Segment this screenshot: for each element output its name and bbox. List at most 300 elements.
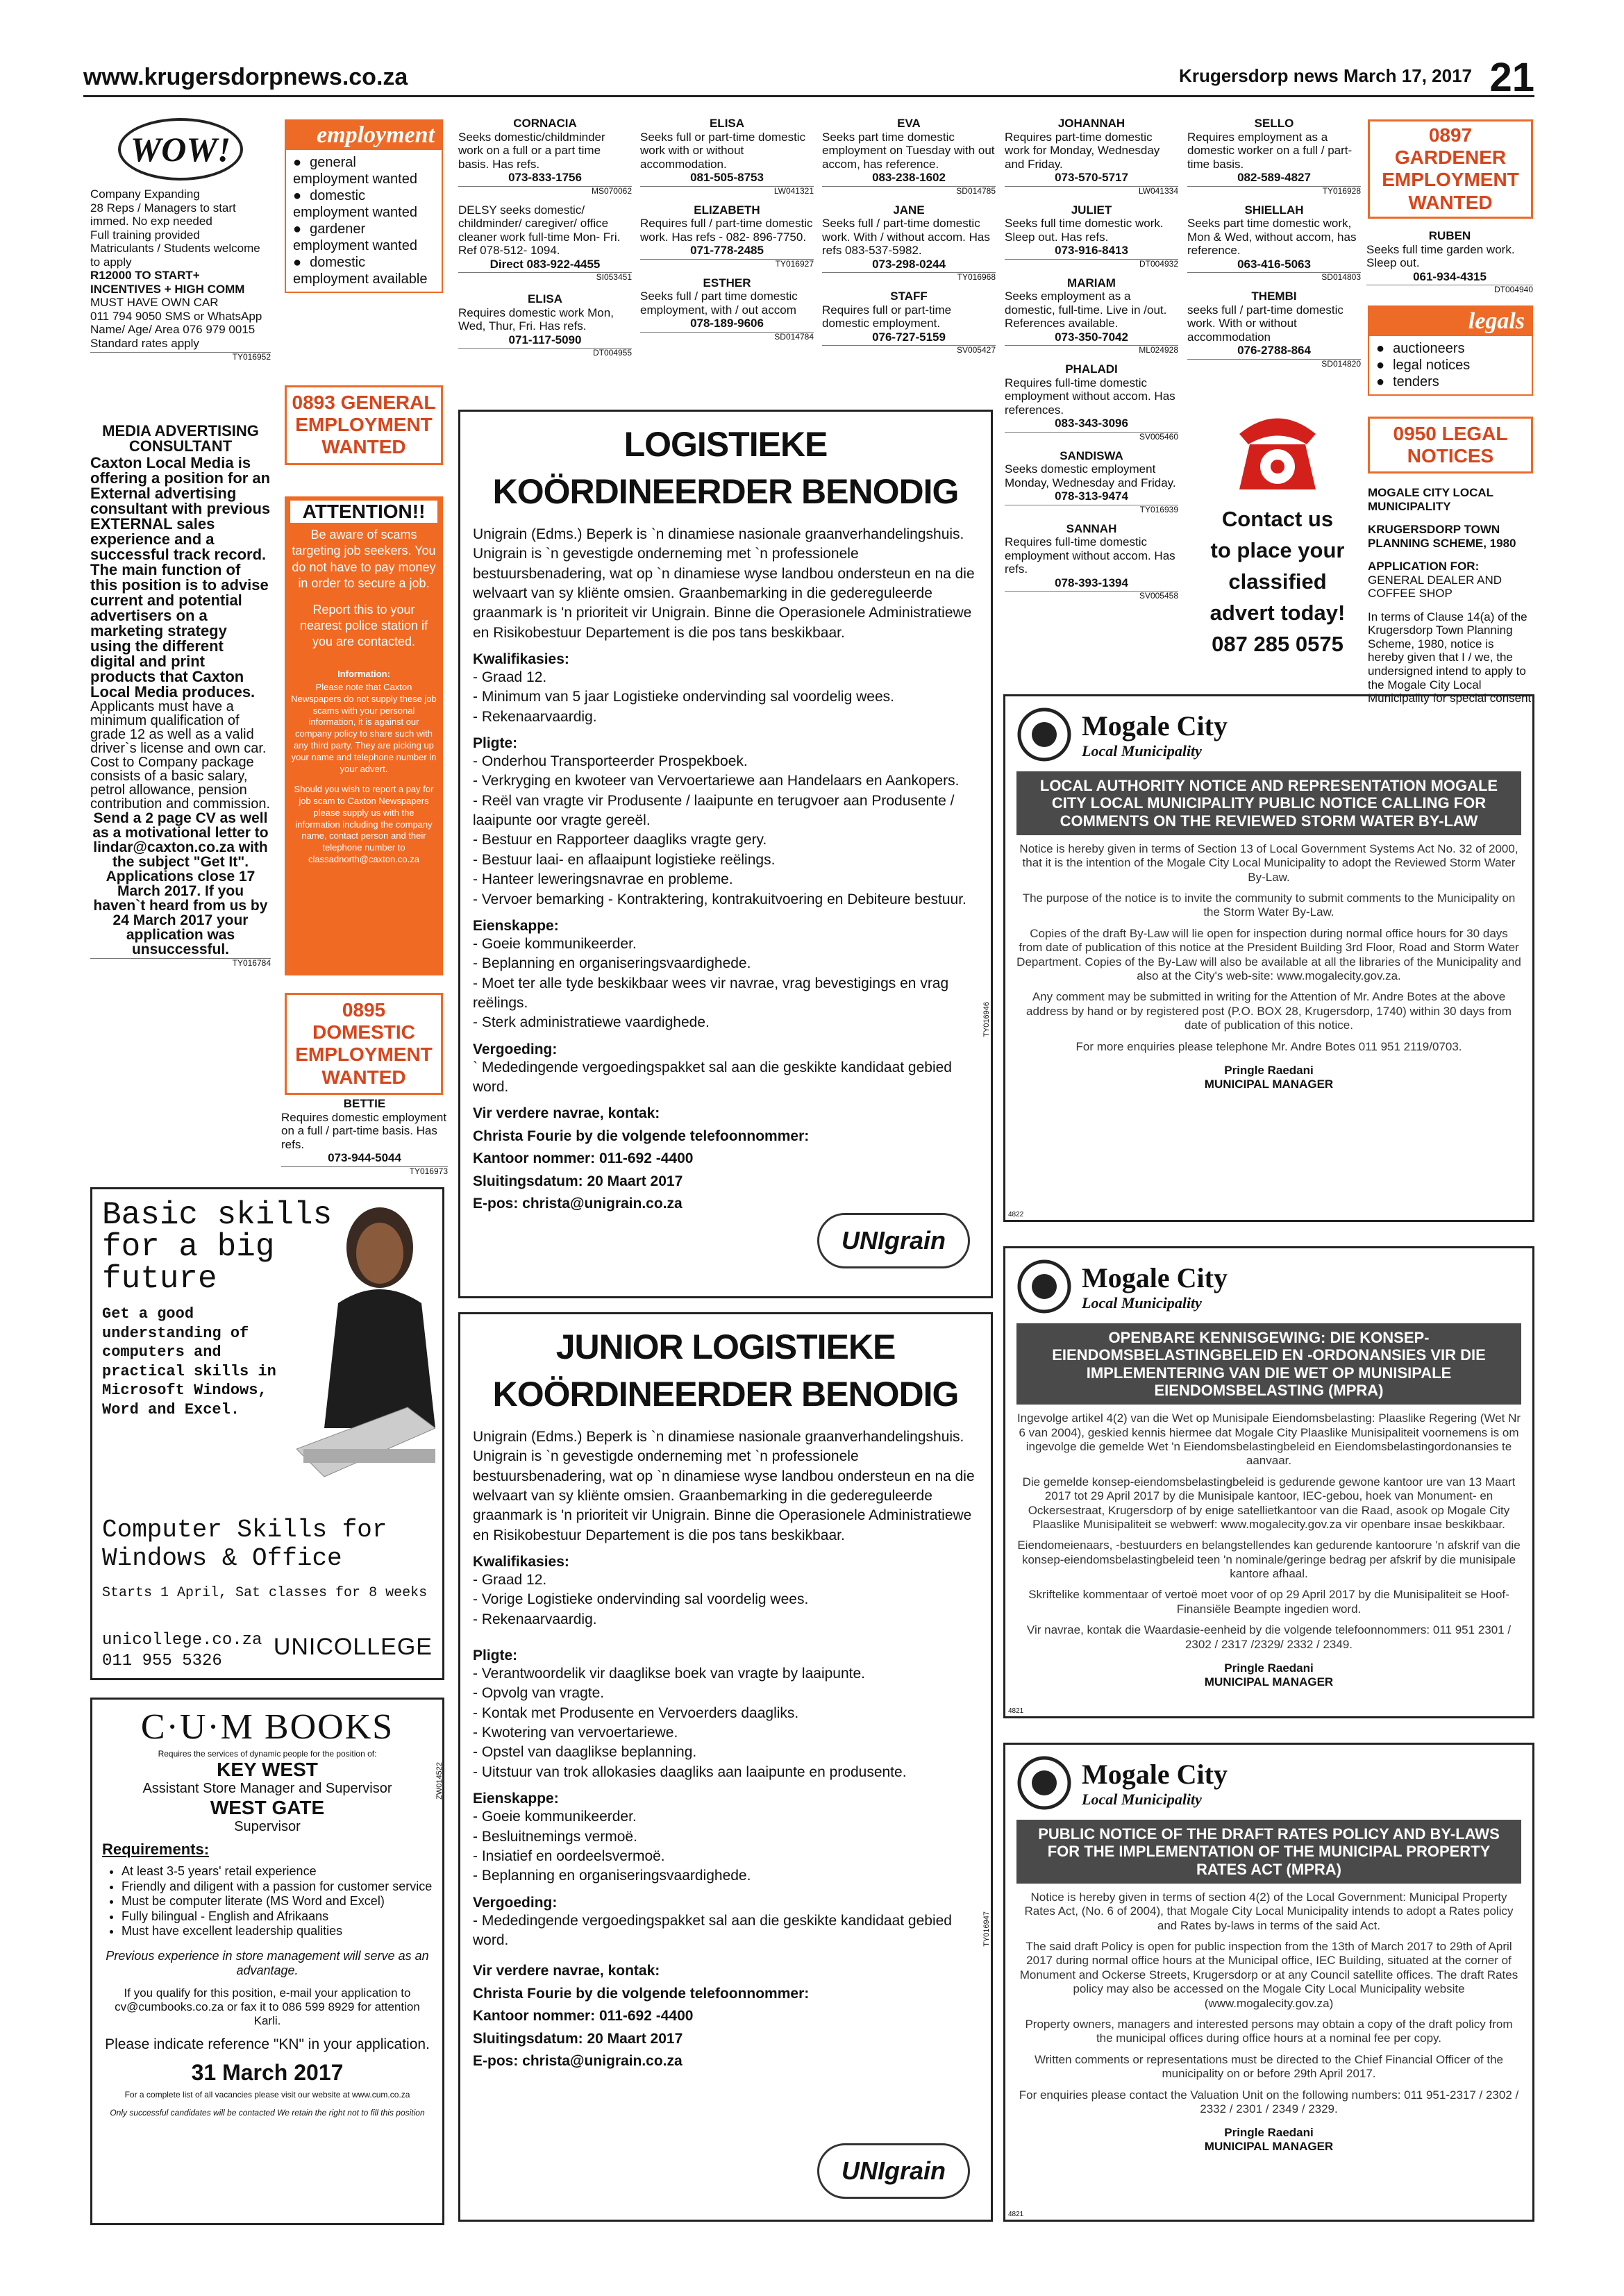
job-title: JUNIOR LOGISTIEKE KOÖRDINEERDER BENODIG: [492, 1327, 959, 1414]
notice-paragraph: Eiendomeienaars, -bestuurders en belangstellendes kan gedurende kantoorure 'n afskrif van die konsep-eiendomsbelastingbeleid teen 'n nominale/geringe bedrag per afskrif by die munisipale kantore afhaal.: [1017, 1539, 1521, 1581]
cum-requirements: [102, 1864, 433, 1939]
classified-column-1: [458, 117, 632, 358]
warning-text: Be aware of scams targeting job seekers. You do not have to pay money in order to secure a job.: [292, 528, 436, 591]
list-item: - Bestuur en Rapporteer daagliks vragte gery.: [473, 832, 767, 848]
closing-date: Sluitingsdatum: 20 Maart 2017: [473, 1173, 683, 1189]
mogale-logo: [1016, 1255, 1521, 1318]
unicollege-phone: 011 955 5326: [102, 1652, 222, 1670]
notice-paragraph: Notice is hereby given in terms of Section 13 of Local Government Systems Act No. 32 of 2000, that it is the intention of the Mogale City Local Municipality to adopt the Reviewed Storm Water By-Law.: [1019, 841, 1518, 884]
mogale-notice-rates-afrikaans: [1003, 1246, 1534, 1718]
list-item: - Reël van vragte vir Produsente / laaipunte en terugvoer aan Produsente / laaipunte oor vragte gereël.: [473, 792, 955, 829]
classified-name: EVA: [897, 117, 921, 130]
wow-line: Company Expanding: [90, 187, 200, 201]
contact-email[interactable]: E-pos: christa@unigrain.co.za: [473, 2053, 683, 2070]
classified-text: seeks full / part-time domestic work. With or without accommodation: [1187, 303, 1343, 344]
contact-line: Vir verdere navrae, kontak:: [473, 1105, 660, 1122]
classified-phone: 078-393-1394: [1055, 576, 1128, 589]
notice-paragraph: Copies of the draft By-Law will lie open for inspection during normal office hours for 30 days from date of publication of this notice at the President Building 3rd Floor, Road and Storm Water Department. Copies of the By-Law will also be available at all the libraries of the Municipality and also at the City's web-site: www.mogalecity.gov.za.: [1016, 926, 1521, 983]
ad-ref: 4821: [1008, 2211, 1024, 2218]
attributes-list: [473, 1807, 978, 1886]
legal-label: APPLICATION FOR:: [1368, 560, 1480, 573]
classified-text: Seeks part time domestic employment on Tuesday with out accom, has reference.: [822, 130, 995, 171]
qualifications-heading: Kwalifikasies:: [473, 1554, 569, 1570]
list-item: - Vervoer bemarking - Kontraktering, kontrakuitvoering en Debiteure bestuur.: [473, 891, 966, 907]
mogale-sub: Local Municipality: [1082, 1790, 1202, 1808]
duties-list: [473, 752, 978, 910]
list-item: - Rekenaarvaardig.: [473, 708, 597, 725]
signatory-title: MUNICIPAL MANAGER: [1204, 2140, 1334, 2154]
ad-ref: SI053451: [458, 272, 632, 283]
media-consultant-ad: [90, 424, 271, 969]
notice-paragraph: Ingevolge artikel 4(2) van die Wet op Munisipale Eiendomsbelasting: Plaaslike Regering (Wet Nr 6 van 2004), geskied kennis hiermee dat Mogale City Plaaslike Munisipaliteit voornemens is om ingevolge die gemelde Wet 'n Eiendomsbelastingbeleid en Eiendomsbelastingordonansies te aanvaar.: [1016, 1411, 1521, 1468]
notice-paragraph: Die gemelde konsep-eiendomsbelastingbeleid is gedurende gewone kantoor ure van 13 Maart 2017 tot 29 April 2017 by die Munisipale kantoor, IEC-gebou, hoek van Monument- en Ockersestraat, Krugersdorp of by enige satellietkantoor van die Raad, asook op Mogale City Plaaslike Munisipaliteit se webwerf: www.mogalecity.gov.za vir openbare insae beskikbaar.: [1022, 1475, 1516, 1531]
woman-laptop-image: [296, 1199, 435, 1491]
classified-text: Seeks full time garden work. Sleep out.: [1366, 242, 1515, 270]
ad-ref: TY016939: [1005, 505, 1178, 515]
classified-ad: [458, 292, 632, 358]
classified-text: Seeks full / part time domestic employment, with / out accom: [640, 290, 798, 317]
classified-name: THEMBI: [1251, 290, 1297, 303]
ad-ref: SV005460: [1005, 432, 1178, 442]
contact-phone[interactable]: 087 285 0575: [1212, 631, 1343, 656]
classified-text: Seeks full / part-time domestic work. With / without accom. Has refs 083-537-5982.: [822, 217, 990, 258]
classified-ad: [822, 290, 996, 355]
mogale-logo: [1016, 703, 1521, 766]
classified-name: ELIZABETH: [694, 203, 760, 217]
job-intro: Unigrain (Edms.) Beperk is `n dinamiese nasionale graanverhandelingshuis. Unigrain is `n gevestigde onderneming met `n professionele bestuursbenadering, wat op `n dinamiese wyse landbou ondersteun en na die welvaart van sy kliënte omsien. Graanbemarking in die gedereguleerde graanmark is 'n prioriteit vir Unigrain. Binne die Operasionele Administratiewe en Risikobestuur Departement is die pos tans beskikbaar.: [473, 1429, 975, 1543]
attributes-heading: Eienskappe:: [473, 1791, 559, 1807]
contact-email[interactable]: E-pos: christa@unigrain.co.za: [473, 1196, 683, 1212]
unigrain-logo: UNIgrain: [817, 1213, 970, 1268]
cum-reference: Please indicate reference "KN" in your application.: [105, 2036, 430, 2052]
ad-ref: TY016968: [822, 272, 996, 283]
legal-text: In terms of Clause 14(a) of the Krugersdorp Town Planning Scheme, 1980, notice is hereby given that I / we, the undersigned intend to apply to the Mogale City Local Municipality for special consent: [1368, 610, 1532, 705]
unicollege-ad: [90, 1187, 444, 1680]
cum-advantage: Previous experience in store management will serve as an advantage.: [106, 1948, 429, 1977]
list-item: - Besluitnemings vermoë.: [473, 1828, 637, 1845]
notice-paragraph: Written comments or representations must be directed to the Chief Financial Officer of the municipality on or before 29th April 2017.: [1035, 2052, 1503, 2081]
remuneration-heading: Vergoeding:: [473, 1041, 558, 1057]
cum-books-logo: C·U·M BOOKS: [140, 1707, 394, 1747]
signatory-name: Pringle Raedani: [1224, 1661, 1314, 1675]
classified-text: Requires full-time domestic employment without accom. Has references.: [1005, 376, 1175, 417]
list-item: • Friendly and diligent with a passion for customer service: [122, 1879, 433, 1895]
signatory-title: MUNICIPAL MANAGER: [1204, 1077, 1334, 1091]
unicollege-start: Starts 1 April, Sat classes for 8 weeks: [102, 1585, 428, 1601]
ad-ref: 4822: [1008, 1211, 1024, 1218]
classified-text: DELSY seeks domestic/ childminder/ caregiver/ office cleaner work full-time Mon- Fri. Ref 078-512- 1094.: [458, 203, 621, 258]
classified-column-4: [1005, 117, 1178, 601]
contact-line: Vir verdere navrae, kontak:: [473, 1963, 660, 1979]
classified-ad: [1005, 362, 1178, 442]
classified-ad: [458, 203, 632, 283]
classified-text: Requires full-time domestic employment without accom. Has refs.: [1005, 535, 1175, 576]
classified-text: Seeks employment as a domestic, full-time. Live in /out. References available.: [1005, 290, 1167, 330]
classified-ad: [1005, 117, 1178, 196]
ad-ref: SD014785: [822, 186, 996, 196]
unicollege-title: Basic skills for a big future: [102, 1197, 333, 1297]
media-apply: Send a 2 page CV as well as a motivational letter to lindar@caxton.co.za with the subject "Get It". Applications close 17 March 2017. If you haven`t heard from us by 24 March 2017 your application was unsuccessful.: [92, 810, 269, 957]
classified-column-2: [640, 117, 814, 342]
classified-phone: 078-189-9606: [690, 317, 764, 330]
classified-ad: [458, 117, 632, 196]
employment-item[interactable]: ● general employment wanted: [293, 154, 435, 187]
classified-text: Seeks domestic employment Monday, Wednesday and Friday.: [1005, 462, 1176, 489]
list-item: - Verantwoordelik vir daaglikse boek van vragte by laaipunte.: [473, 1666, 865, 1682]
employment-list: [286, 150, 442, 292]
notice-paragraph: Vir navrae, kontak die Waardasie-eenheid by die volgende telefoonnommers: 011 951 2301 / 2302 / 2317 /2329/ 2332 / 2349.: [1026, 1623, 1512, 1651]
employment-item[interactable]: ● domestic employment available: [293, 254, 435, 287]
classified-name: SELLO: [1254, 117, 1294, 130]
signatory-name: Pringle Raedani: [1224, 2126, 1314, 2140]
contact-line: Christa Fourie by die volgende telefoonnommer:: [473, 1128, 810, 1144]
classified-text: Seeks domestic/childminder work on a full or a part time basis. Has refs.: [458, 130, 605, 171]
employment-index: [285, 119, 443, 293]
classified-name: CORNACIA: [513, 117, 577, 130]
ad-ref: LW041334: [1005, 186, 1178, 196]
classified-phone: 081-505-8753: [690, 171, 764, 185]
signature-block: [1016, 1064, 1521, 1091]
category-0897: 0897 GARDENER EMPLOYMENT WANTED: [1368, 119, 1533, 219]
mogale-name: Mogale City: [1082, 1758, 1228, 1790]
unicollege-logo: UNICOLLEGE: [273, 1634, 433, 1660]
classified-name: SANNAH: [1066, 521, 1117, 535]
classified-phone: 078-313-9474: [1055, 489, 1128, 503]
list-item: - Graad 12.: [473, 669, 547, 686]
classified-text: Seeks part time domestic work, Mon & Wed, without accom, has reference.: [1187, 217, 1357, 258]
list-item: • At least 3-5 years' retail experience: [122, 1864, 433, 1879]
list-item: - Minimum van 5 jaar Logistieke ondervinding sal voordelig wees.: [473, 689, 894, 705]
notice-title: PUBLIC NOTICE OF THE DRAFT RATES POLICY AND BY-LAWS FOR THE IMPLEMENTATION OF THE MUNICIPAL PROPERTY RATES ACT (MPRA): [1016, 1820, 1521, 1884]
classified-column-5: [1187, 117, 1361, 369]
list-item: - Bestuur laai- en aflaaipunt logistieke reëlings.: [473, 851, 776, 868]
cum-position: Supervisor: [234, 1819, 301, 1834]
remuneration-heading: Vergoeding:: [473, 1894, 558, 1911]
ad-ref: ZW014522: [435, 1762, 444, 1800]
legals-item[interactable]: ● auctioneers: [1376, 340, 1525, 357]
classified-phone: 073-570-5717: [1055, 171, 1128, 185]
classified-ad: [640, 117, 814, 196]
ad-ref: LW041321: [640, 186, 814, 196]
list-item: - Vorige Logistieke ondervinding sal voordelig wees.: [473, 1591, 809, 1608]
category-0893: 0893 GENERAL EMPLOYMENT WANTED: [285, 385, 443, 465]
classified-ad: [1005, 449, 1178, 515]
mogale-emblem-icon: [1016, 1755, 1072, 1811]
cum-footer: Only successful candidates will be contacted We retain the right not to fill this position: [110, 2107, 425, 2118]
classified-name: MARIAM: [1067, 276, 1116, 290]
wow-ad: [90, 118, 271, 362]
signature-block: [1016, 2126, 1521, 2154]
notice-paragraph: The said draft Policy is open for public inspection from the 13th of March 2017 to 29th of April 2017 during normal office hours at the Municipal office, IEC Building, situated at the corner of Monument and Ockerse Streets, Krugersdorp or at any Council satellite offices. The draft Rates policy may also be accessed on the Mogale City Local Municipality website (www.mogalecity.gov.za): [1019, 1940, 1518, 2010]
attention-heading: ATTENTION!!: [290, 501, 437, 523]
cum-location: KEY WEST: [217, 1759, 318, 1780]
list-item: - Insiatief en oordeelsvermoë.: [473, 1847, 665, 1864]
list-item: - Kontak met Produsente en Vervoerders daagliks.: [473, 1704, 799, 1721]
classified-ad: [640, 203, 814, 269]
page-header: [83, 55, 1534, 100]
contact-line: Contact us: [1221, 507, 1334, 531]
classified-phone: 083-343-3096: [1055, 417, 1128, 430]
list-item: • Must be computer literate (MS Word and Excel): [122, 1894, 433, 1909]
classified-text: Requires domestic employment on a full / part-time basis. Has refs.: [281, 1110, 447, 1151]
classified-name: ELISA: [709, 117, 745, 130]
contact-line: advert today!: [1209, 600, 1346, 625]
notice-paragraph: For enquiries please contact the Valuation Unit on the following numbers: 011 951-2317 / 2302 / 2332 / 2301 / 2349 / 2329.: [1019, 2088, 1519, 2115]
ad-ref: TY016946: [982, 1002, 991, 1037]
closing-date: Sluitingsdatum: 20 Maart 2017: [473, 2030, 683, 2047]
wow-incentive: R12000 TO START+ INCENTIVES + HIGH COMM: [90, 269, 245, 296]
list-item: - Kwotering van vervoertariewe.: [473, 1725, 678, 1741]
qualifications-heading: Kwalifikasies:: [473, 651, 569, 668]
media-body: Applicants must have a minimum qualification of grade 12 as well as a valid driver`s license and own car. Cost to Company package consists of a basic salary, petrol allowance, pension contribution and commission.: [90, 699, 271, 812]
cum-requirements-heading: Requirements:: [102, 1841, 210, 1858]
page-number: 21: [1489, 55, 1534, 100]
contact-line: Christa Fourie by die volgende telefoonnommer:: [473, 1985, 810, 2002]
classified-ad: [822, 117, 996, 196]
classified-text: Seeks full time domestic work. Sleep out. Has refs.: [1005, 217, 1164, 244]
telephone-icon: [1229, 403, 1326, 500]
category-0895: 0895 DOMESTIC EMPLOYMENT WANTED: [285, 993, 443, 1095]
classified-text: Requires part-time domestic work for Monday, Wednesday and Friday.: [1005, 130, 1160, 171]
classified-phone: 071-117-5090: [508, 333, 582, 346]
list-item: - Opstel van daaglikse beplanning.: [473, 1744, 697, 1761]
employment-heading: employment: [286, 121, 442, 150]
legal-notice: [1368, 486, 1533, 705]
notice-paragraph: The purpose of the notice is to invite the community to submit comments to the Municipality on the Storm Water By-Law.: [1022, 891, 1516, 919]
attributes-heading: Eienskappe:: [473, 917, 559, 934]
list-item: - Beplanning en organiseringsvaardighede.: [473, 1868, 751, 1884]
mogale-emblem-icon: [1016, 707, 1072, 762]
ad-ref: TY016928: [1187, 186, 1361, 196]
cum-books-ad: [90, 1698, 444, 2225]
list-item: • Must have excellent leadership qualities: [122, 1924, 433, 1939]
contact-line: classified: [1228, 569, 1327, 594]
classified-phone: 082-589-4827: [1237, 171, 1311, 185]
ad-ref: TY016927: [640, 259, 814, 269]
job-contact: [473, 1960, 978, 2073]
cum-footer: For a complete list of all vacancies please visit our website at www.cum.co.za: [124, 2089, 410, 2100]
legal-heading: MOGALE CITY LOCAL MUNICIPALITY: [1368, 486, 1493, 513]
classified-ad: [1187, 203, 1361, 283]
ad-ref: MS070062: [458, 186, 632, 196]
legals-heading: legals: [1369, 307, 1532, 336]
ad-ref: SV005427: [822, 345, 996, 355]
ad-ref: SD014803: [1187, 272, 1361, 283]
info-text: Please note that Caxton Newspapers do not supply these job scams with your personal information, it is against our company policy to share such with any third party. They are picking up your name and telephone number in your advert.: [291, 681, 437, 774]
legals-index: [1368, 305, 1533, 396]
media-title: MEDIA ADVERTISING CONSULTANT: [102, 422, 259, 455]
job-ad-junior-logistics-coordinator: [458, 1312, 993, 2222]
notice-paragraph: Property owners, managers and interested persons may obtain a copy of the draft policy from the municipal offices during office hours at a nominal fee per copy.: [1025, 2018, 1513, 2045]
classified-phone: Direct 083-922-4455: [489, 257, 601, 271]
signatory-name: Pringle Raedani: [1224, 1063, 1314, 1077]
classified-ad: [1187, 117, 1361, 196]
wow-line: 28 Reps / Managers to start immed. No exp needed: [90, 201, 236, 228]
classified-name: JULIET: [1071, 203, 1112, 217]
classified-name: PHALADI: [1065, 362, 1118, 376]
mogale-notice-rates-english: [1003, 1743, 1534, 2222]
employment-item[interactable]: ● domestic employment wanted: [293, 187, 435, 221]
job-contact: [473, 1103, 978, 1216]
signatory-title: MUNICIPAL MANAGER: [1204, 1675, 1334, 1689]
site-url[interactable]: www.krugersdorpnews.co.za: [83, 64, 408, 90]
list-item: - Moet ter alle tyde beskikbaar wees vir navrae, vrag bevestigings en vrag reëlings.: [473, 975, 949, 1011]
contact-us-ad: [1201, 403, 1354, 660]
list-item: - Onderhou Transporteerder Prospekboek.: [473, 753, 748, 770]
list-item: • Fully bilingual - English and Afrikaans: [122, 1909, 433, 1925]
classified-column-3: [822, 117, 996, 355]
unicollege-course: Computer Skills for Windows & Office: [102, 1516, 387, 1573]
mogale-notice-storm-water: [1003, 694, 1534, 1222]
media-body-bold: Caxton Local Media is offering a position for an External advertising consultant with previous EXTERNAL sales experience and a successful track record. The main function of this position is to advise current and potential advertisers on a marketing strategy using the different digital and print products that Caxton Local Media produces.: [90, 454, 271, 701]
info-heading: Information:: [337, 668, 390, 679]
wow-contact: 011 794 9050 SMS or WhatsApp Name/ Age/ Area 076 979 0015: [90, 309, 262, 337]
legals-list: [1369, 336, 1532, 394]
mogale-sub: Local Municipality: [1082, 1293, 1202, 1312]
ad-ref: DT004940: [1366, 285, 1533, 295]
wow-line: Standard rates apply: [90, 337, 199, 351]
list-item: - Goeie kommunikeerder.: [473, 1809, 637, 1825]
notice-paragraph: Notice is hereby given in terms of section 4(2) of the Local Government: Municipal Property Rates Act, (No. 6 of 2004), that Mogale City Local Municipality intends to adopt a Rates policy and Rates by-laws in terms of the said Act.: [1024, 1890, 1514, 1932]
classified-phone: 076-727-5159: [872, 330, 946, 344]
classified-phone: 071-778-2485: [690, 244, 764, 258]
ad-ref: ML024928: [1005, 345, 1178, 355]
notice-paragraph: For more enquiries please telephone Mr. Andre Botes 011 951 2119/0703.: [1075, 1039, 1462, 1053]
classified-text: Requires full or part-time domestic employment.: [822, 303, 952, 330]
classified-phone: 063-416-5063: [1237, 257, 1311, 271]
list-item: - Opvolg van vragte.: [473, 1685, 605, 1702]
category-0950: 0950 LEGAL NOTICES: [1368, 417, 1533, 474]
wow-body: [90, 187, 271, 362]
mogale-name: Mogale City: [1082, 1262, 1228, 1293]
job-title: LOGISTIEKE KOÖRDINEERDER BENODIG: [492, 425, 959, 511]
classified-phone: 061-934-4315: [1413, 269, 1487, 283]
classified-ad: [1005, 522, 1178, 602]
ad-ref: SD014820: [1187, 359, 1361, 369]
legal-heading: KRUGERSDORP TOWN PLANNING SCHEME, 1980: [1368, 523, 1516, 550]
signature-block: [1016, 1661, 1521, 1689]
mogale-sub: Local Municipality: [1082, 741, 1202, 760]
classified-name: RUBEN: [1428, 229, 1471, 242]
classified-ad: [1005, 203, 1178, 269]
wow-line: Full training provided: [90, 228, 200, 242]
remuneration-text: - Mededingende vergoedingspakket sal aan die geskikte kandidaat gebied word.: [473, 1912, 952, 1948]
wow-line: Matriculants / Students welcome to apply: [90, 242, 260, 269]
notice-title: LOCAL AUTHORITY NOTICE AND REPRESENTATION MOGALE CITY LOCAL MUNICIPALITY PUBLIC NOTICE CALLING FOR COMMENTS ON THE REVIEWED STORM WATER BY-LAW: [1016, 771, 1521, 835]
duties-heading: Pligte:: [473, 735, 518, 752]
ad-ref: SV005458: [1005, 591, 1178, 601]
unicollege-website[interactable]: unicollege.co.za: [102, 1631, 262, 1650]
cum-intro: Requires the services of dynamic people for the position of:: [158, 1749, 377, 1759]
unigrain-logo: UNIgrain: [817, 2143, 970, 2199]
list-item: - Rekenaarvaardig.: [473, 1611, 597, 1627]
cum-apply: If you qualify for this position, e-mail your application to cv@cumbooks.co.za or fax it to 086 599 8929 for attention Karli.: [115, 1986, 420, 2027]
classified-name: JOHANNAH: [1057, 117, 1125, 130]
classified-phone: 073-944-5044: [328, 1151, 401, 1165]
scam-warning: [285, 496, 443, 975]
warning-text: Report this to your nearest police station if you are contacted.: [299, 602, 428, 649]
list-item: - Uitstuur van trok allokasies daagliks aan laaipunte en produsente.: [473, 1763, 907, 1780]
job-intro: Unigrain (Edms.) Beperk is `n dinamiese nasionale graanverhandelingshuis. Unigrain is `n gevestigde onderneming met `n professionele bestuursbenadering, wat op `n dinamiese wyse landbou ondersteun en na die welvaart van sy kliënte omsien. Graanbemarking in die gedereguleerde graanmark is 'n prioriteit vir Unigrain. Binne die Operasionele Administratiewe en Risikobestuur Departement is die pos tans beskikbaar.: [473, 526, 975, 641]
duties-heading: Pligte:: [473, 1648, 518, 1664]
mogale-name: Mogale City: [1082, 710, 1228, 741]
list-item: - Beplanning en organiseringsvaardighede.: [473, 955, 751, 972]
ad-ref: 4821: [1008, 1707, 1024, 1715]
classified-ad: [1005, 276, 1178, 356]
list-item: - Goeie kommunikeerder.: [473, 935, 637, 952]
wow-logo: WOW!: [118, 118, 243, 181]
classified-text: Requires domestic work Mon, Wed, Thur, Fri. Has refs.: [458, 305, 614, 333]
attributes-list: [473, 935, 978, 1033]
classified-ruben: [1366, 229, 1533, 295]
classified-phone: 073-916-8413: [1055, 244, 1128, 258]
classified-name: SANDISWA: [1060, 449, 1123, 462]
classified-bettie: [281, 1097, 448, 1177]
classified-phone: 076-2788-864: [1237, 344, 1311, 358]
classified-ad: [1187, 290, 1361, 369]
remuneration-text: ` Mededingende vergoedingspakket sal aan die geskikte kandidaat gebied word.: [473, 1059, 952, 1095]
notice-paragraph: Skriftelike kommentaar of vertoë moet voor of op 29 April 2017 by die Munisipaliteit se Hoof- Finansiële Beampte ingedien word.: [1028, 1588, 1509, 1616]
contact-line: to place your: [1210, 537, 1345, 562]
employment-item[interactable]: ● gardener employment wanted: [293, 221, 435, 254]
mogale-logo: [1016, 1752, 1521, 1814]
ad-ref: TY016952: [90, 352, 271, 362]
classified-ad: [822, 203, 996, 283]
legal-application: GENERAL DEALER AND COFFEE SHOP: [1368, 573, 1502, 601]
qualifications-list: [473, 1570, 978, 1629]
list-item: - Verkryging en kwoteer van Vervoertariewe aan Handelaars en Aankopers.: [473, 773, 960, 789]
qualifications-list: [473, 668, 978, 727]
duties-list: [473, 1664, 978, 1782]
classified-phone: 073-298-0244: [872, 257, 946, 271]
ad-ref: TY016947: [982, 1911, 991, 1947]
classified-phone: 073-350-7042: [1055, 330, 1128, 344]
classified-text: Seeks full or part-time domestic work with or without accommodation.: [640, 130, 806, 171]
classified-name: STAFF: [890, 290, 928, 303]
ad-ref: TY016973: [281, 1166, 448, 1177]
edition-date: Krugersdorp news March 17, 2017: [1179, 65, 1472, 86]
list-item: - Graad 12.: [473, 1572, 547, 1589]
mogale-emblem-icon: [1016, 1259, 1072, 1314]
wow-line: MUST HAVE OWN CAR: [90, 296, 219, 310]
classified-text: Requires full / part-time domestic work. Has refs - 082- 896-7750.: [640, 217, 813, 244]
ad-ref: SD014784: [640, 332, 814, 342]
unicollege-subtitle: Get a good understanding of computers and practical skills in Microsoft Windows, Word and Excel.: [102, 1305, 276, 1418]
legals-item[interactable]: ● legal notices: [1376, 357, 1525, 374]
classified-name: BETTIE: [343, 1097, 386, 1110]
cum-location: WEST GATE: [210, 1797, 325, 1818]
list-item: - Hanteer leweringsnavrae en probleme.: [473, 871, 733, 888]
classified-name: ELISA: [527, 292, 563, 306]
classified-text: Requires employment as a domestic worker on a full / part-time basis.: [1187, 130, 1353, 171]
classified-phone: 083-238-1602: [872, 171, 946, 185]
classified-phone: 073-833-1756: [508, 171, 582, 185]
list-item: - Sterk administratiewe vaardighede.: [473, 1014, 710, 1031]
classified-name: JANE: [893, 203, 925, 217]
contact-phone: Kantoor nommer: 011-692 -4400: [473, 1150, 694, 1167]
contact-phone: Kantoor nommer: 011-692 -4400: [473, 2008, 694, 2025]
notice-title: OPENBARE KENNISGEWING: DIE KONSEP-EIENDOMSBELASTINGBELEID EN -ORDONANSIES VIR DIE IMPLEMENTERING VAN DIE WET OP MUNISIPALE EIENDOMSBELASTING (MPRA): [1016, 1323, 1521, 1405]
ad-ref: DT004932: [1005, 259, 1178, 269]
classified-name: ESTHER: [703, 276, 751, 290]
cum-closing-date: 31 March 2017: [191, 2059, 344, 2085]
ad-ref: TY016784: [90, 958, 271, 969]
classified-name: SHIELLAH: [1244, 203, 1304, 217]
cum-position: Assistant Store Manager and Supervisor: [142, 1781, 392, 1796]
legals-item[interactable]: ● tenders: [1376, 374, 1525, 390]
info-text: Should you wish to report a pay for job scam to Caxton Newspapers please supply us with the information including the company name, contact person and their telephone number to classadnorth@caxton.co.za: [294, 783, 434, 865]
notice-paragraph: Any comment may be submitted in writing for the Attention of Mr. Andre Botes at the above address by hand or by registered post (P.O. BOX 28, Krugersdorp, 1740) within 30 days from date of publication of this notice.: [1026, 990, 1512, 1032]
